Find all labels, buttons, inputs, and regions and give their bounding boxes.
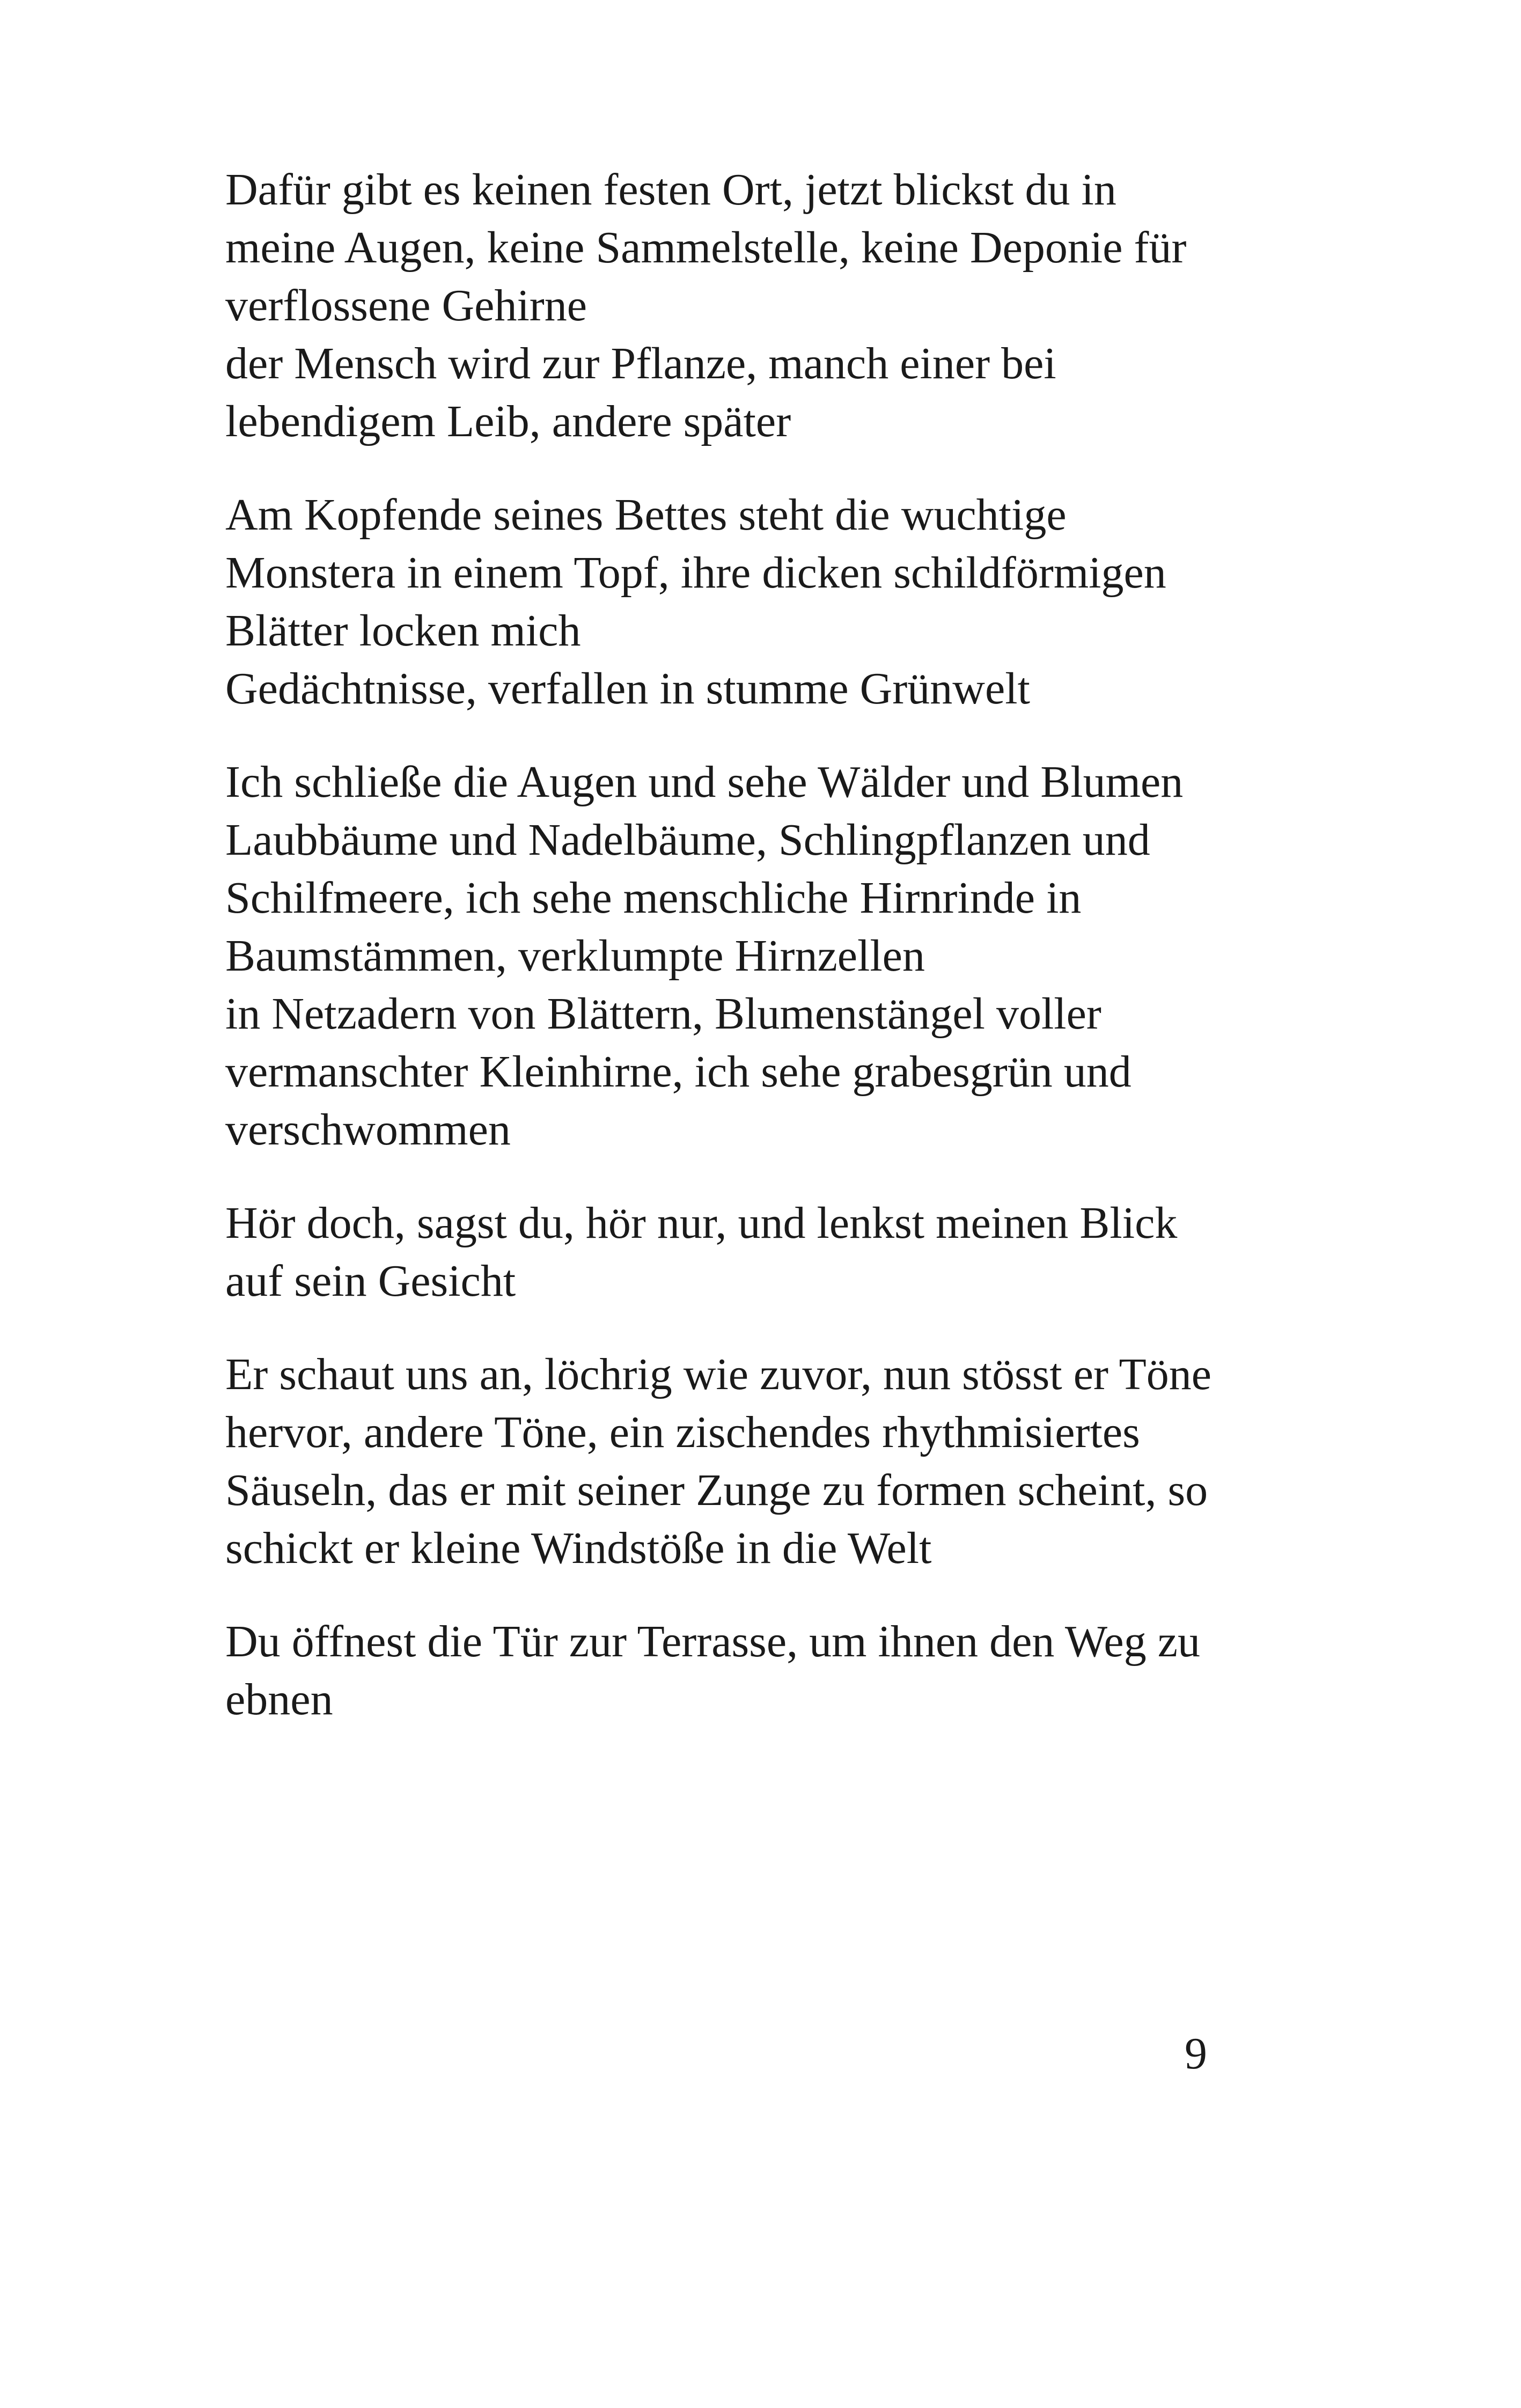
- poem-line: vermanschter Kleinhirne, ich sehe grabesgrün und: [225, 1047, 1131, 1097]
- poem-line: schickt er kleine Windstöße in die Welt: [225, 1523, 932, 1573]
- poem-line: Ich schließe die Augen und sehe Wälder und Blumen: [225, 757, 1184, 807]
- page-number: 9: [1185, 2029, 1207, 2079]
- poem-line: Säuseln, das er mit seiner Zunge zu formen scheint, so: [225, 1465, 1208, 1515]
- poem-line: lebendigem Leib, andere später: [225, 397, 791, 446]
- poem-line: Blätter locken mich: [225, 606, 581, 656]
- poem-line: ebnen: [225, 1675, 333, 1724]
- stanza-6: [225, 1613, 1272, 1729]
- stanza-3: [225, 753, 1272, 1159]
- poem-line: meine Augen, keine Sammelstelle, keine Deponie für: [225, 223, 1187, 273]
- poem-line: verflossene Gehirne: [225, 281, 587, 331]
- poem-line: verschwommen: [225, 1105, 511, 1155]
- poem-line: der Mensch wird zur Pflanze, manch einer bei: [225, 339, 1056, 388]
- poem-line: Gedächtnisse, verfallen in stumme Grünwelt: [225, 664, 1030, 714]
- poem-line: Dafür gibt es keinen festen Ort, jetzt blickst du in: [225, 165, 1116, 215]
- poem-line: auf sein Gesicht: [225, 1256, 516, 1306]
- poem-line: Laubbäume und Nadelbäume, Schlingpflanzen und: [225, 815, 1150, 865]
- poem-line: Er schaut uns an, löchrig wie zuvor, nun stösst er Töne: [225, 1349, 1212, 1399]
- poem-line: Schilfmeere, ich sehe menschliche Hirnrinde in: [225, 873, 1082, 923]
- poem-line: hervor, andere Töne, ein zischendes rhythmisiertes: [225, 1407, 1140, 1457]
- stanza-2: [225, 486, 1272, 718]
- poem-line: Am Kopfende seines Bettes steht die wuchtige: [225, 490, 1067, 540]
- poem-line: Monstera in einem Topf, ihre dicken schildförmigen: [225, 548, 1166, 598]
- poem-line: Baumstämmen, verklumpte Hirnzellen: [225, 931, 925, 981]
- poem-text: [225, 161, 1272, 1764]
- stanza-4: [225, 1194, 1272, 1310]
- stanza-1: [225, 161, 1272, 451]
- poem-line: Hör doch, sagst du, hör nur, und lenkst meinen Blick: [225, 1198, 1178, 1248]
- stanza-5: [225, 1346, 1272, 1577]
- poem-line: Du öffnest die Tür zur Terrasse, um ihnen den Weg zu: [225, 1617, 1200, 1666]
- poem-line: in Netzadern von Blättern, Blumenstängel voller: [225, 989, 1101, 1039]
